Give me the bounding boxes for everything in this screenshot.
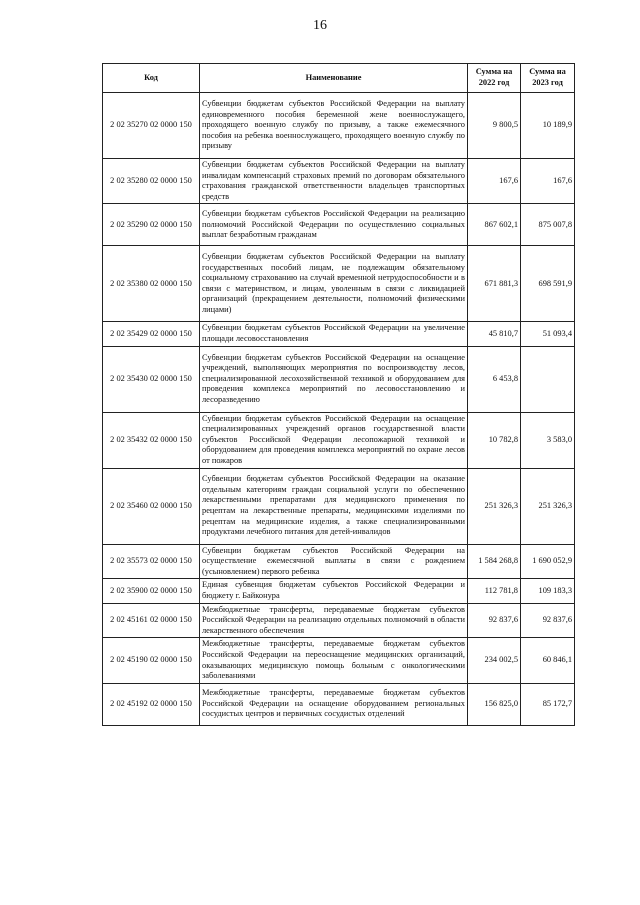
- row-name: Субвенции бюджетам субъектов Российской Федерации на выплату единовременного пособия беременной жене военнослужащего, проходящего военную службу по призыву, а также ежемесячного пособия на ребенка военнослужащего, проходящего военную службу по призыву: [200, 93, 468, 159]
- table-row: [103, 683, 575, 725]
- row-sum-2022: 167,6: [468, 159, 521, 204]
- row-sum-2022: 234 002,5: [468, 638, 521, 683]
- table-row: [103, 246, 575, 322]
- header-code: Код: [103, 64, 200, 93]
- header-sum-2022: Сумма на 2022 год: [468, 64, 521, 93]
- row-sum-2023: [521, 346, 575, 412]
- table-row: [103, 322, 575, 346]
- row-code: 2 02 45192 02 0000 150: [103, 683, 200, 725]
- table-row: [103, 204, 575, 246]
- row-sum-2022: 867 602,1: [468, 204, 521, 246]
- row-code: 2 02 35429 02 0000 150: [103, 322, 200, 346]
- row-code: 2 02 35460 02 0000 150: [103, 468, 200, 544]
- row-name: Субвенции бюджетам субъектов Российской Федерации на выплату государственных пособий лицам, не подлежащим обязательному социальному страхованию на случай временной нетрудоспособности и в связи с материнством, и лицам, уволенным в связи с ликвидацией организаций (прекращением деятельности, полномочий физическими лицами): [200, 246, 468, 322]
- table-row: [103, 346, 575, 412]
- row-name: Единая субвенция бюджетам субъектов Российской Федерации и бюджету г. Байконура: [200, 579, 468, 603]
- row-sum-2023: 85 172,7: [521, 683, 575, 725]
- row-code: 2 02 35290 02 0000 150: [103, 204, 200, 246]
- row-sum-2022: 112 781,8: [468, 579, 521, 603]
- table-row: [103, 544, 575, 579]
- row-sum-2023: 10 189,9: [521, 93, 575, 159]
- row-sum-2023: 251 326,3: [521, 468, 575, 544]
- row-name: Субвенции бюджетам субъектов Российской Федерации на оснащение специализированных учреждений органов государственной власти субъектов Российской Федерации лесопожарной техникой и оборудованием для проведения комплекса мероприятий по охране лесов от пожаров: [200, 412, 468, 468]
- row-name: Межбюджетные трансферты, передаваемые бюджетам субъектов Российской Федерации на реализацию отдельных полномочий в области лекарственного обеспечения: [200, 603, 468, 638]
- table-header-row: [103, 64, 575, 93]
- row-name: Межбюджетные трансферты, передаваемые бюджетам субъектов Российской Федерации на переоснащение медицинских организаций, оказывающих медицинскую помощь больным с онкологическими заболеваниями: [200, 638, 468, 683]
- row-sum-2023: 51 093,4: [521, 322, 575, 346]
- table-row: [103, 638, 575, 683]
- row-sum-2022: 45 810,7: [468, 322, 521, 346]
- row-sum-2023: 3 583,0: [521, 412, 575, 468]
- table-row: [103, 412, 575, 468]
- row-name: Субвенции бюджетам субъектов Российской Федерации на увеличение площади лесовосстановления: [200, 322, 468, 346]
- row-sum-2023: 60 846,1: [521, 638, 575, 683]
- row-sum-2022: 6 453,8: [468, 346, 521, 412]
- row-name: Субвенции бюджетам субъектов Российской Федерации на оказание отдельным категориям граждан социальной услуги по обеспечению лекарственными препаратами для медицинского применения по рецептам на лекарственные препараты, медицинскими изделиями по рецептам на медицинские изделия, а также специализированными продуктами лечебного питания для детей-инвалидов: [200, 468, 468, 544]
- row-code: 2 02 35430 02 0000 150: [103, 346, 200, 412]
- table-row: [103, 603, 575, 638]
- row-sum-2022: 251 326,3: [468, 468, 521, 544]
- row-code: 2 02 45190 02 0000 150: [103, 638, 200, 683]
- table-row: [103, 93, 575, 159]
- row-name: Межбюджетные трансферты, передаваемые бюджетам субъектов Российской Федерации на оснащение оборудованием региональных сосудистых центров и первичных сосудистых отделений: [200, 683, 468, 725]
- budget-table: [102, 63, 575, 726]
- row-sum-2023: 92 837,6: [521, 603, 575, 638]
- row-sum-2023: 167,6: [521, 159, 575, 204]
- row-sum-2022: 92 837,6: [468, 603, 521, 638]
- row-code: 2 02 35280 02 0000 150: [103, 159, 200, 204]
- table-row: [103, 468, 575, 544]
- row-code: 2 02 35270 02 0000 150: [103, 93, 200, 159]
- row-name: Субвенции бюджетам субъектов Российской Федерации на оснащение учреждений, выполняющих мероприятия по воспроизводству лесов, специализированной лесохозяйственной техникой и оборудованием для проведения комплекса мероприятий по лесовосстановлению и лесоразведению: [200, 346, 468, 412]
- table-row: [103, 159, 575, 204]
- row-sum-2022: 671 881,3: [468, 246, 521, 322]
- row-name: Субвенции бюджетам субъектов Российской Федерации на осуществление ежемесячной выплаты в связи с рождением (усыновлением) первого ребенка: [200, 544, 468, 579]
- row-sum-2022: 1 584 268,8: [468, 544, 521, 579]
- header-sum-2023: Сумма на 2023 год: [521, 64, 575, 93]
- row-name: Субвенции бюджетам субъектов Российской Федерации на реализацию полномочий Российской Федерации по осуществлению социальных выплат безработным гражданам: [200, 204, 468, 246]
- row-code: 2 02 45161 02 0000 150: [103, 603, 200, 638]
- row-sum-2022: 10 782,8: [468, 412, 521, 468]
- row-sum-2022: 156 825,0: [468, 683, 521, 725]
- header-name: Наименование: [200, 64, 468, 93]
- row-code: 2 02 35573 02 0000 150: [103, 544, 200, 579]
- row-sum-2023: 1 690 052,9: [521, 544, 575, 579]
- table-row: [103, 579, 575, 603]
- row-code: 2 02 35432 02 0000 150: [103, 412, 200, 468]
- row-sum-2023: 698 591,9: [521, 246, 575, 322]
- row-code: 2 02 35900 02 0000 150: [103, 579, 200, 603]
- row-sum-2023: 875 007,8: [521, 204, 575, 246]
- row-name: Субвенции бюджетам субъектов Российской Федерации на выплату инвалидам компенсаций страховых премий по договорам обязательного страхования гражданской ответственности владельцев транспортных средств: [200, 159, 468, 204]
- row-code: 2 02 35380 02 0000 150: [103, 246, 200, 322]
- row-sum-2022: 9 800,5: [468, 93, 521, 159]
- row-sum-2023: 109 183,3: [521, 579, 575, 603]
- page-number: 16: [313, 18, 327, 33]
